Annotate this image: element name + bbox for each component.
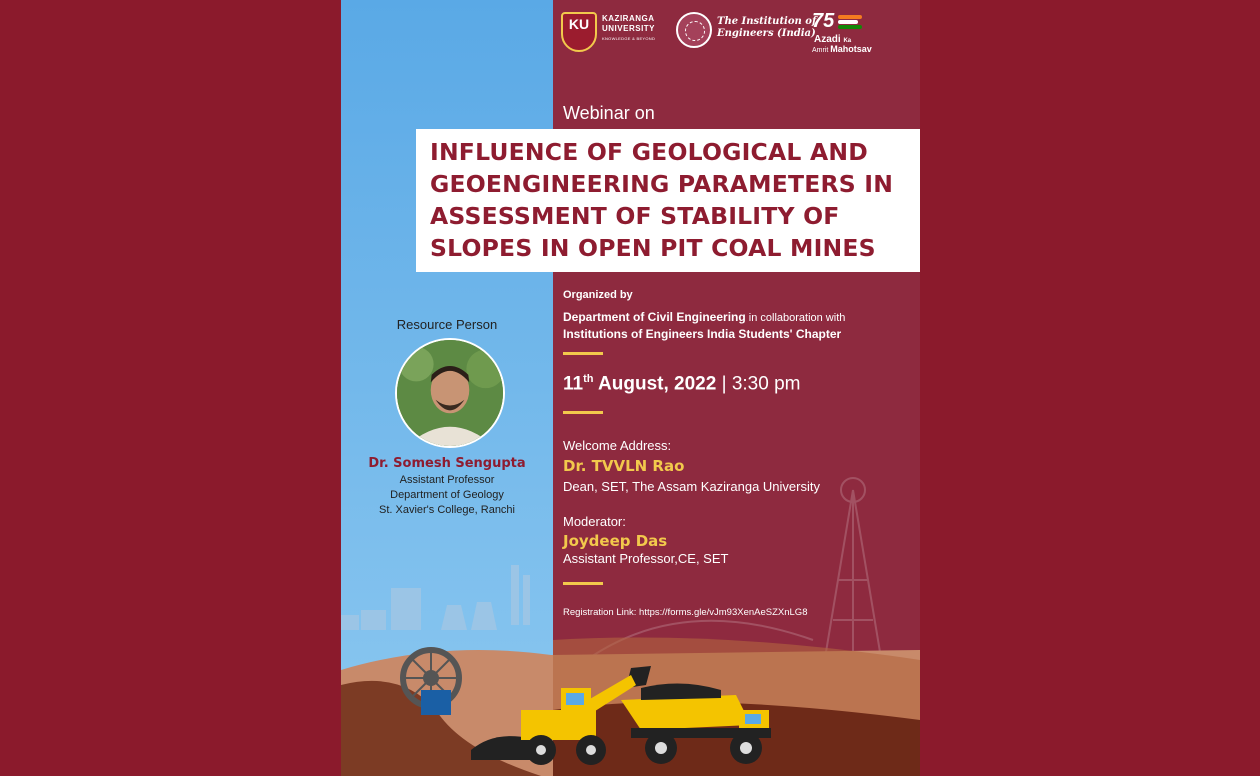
webinar-poster [341, 0, 920, 776]
ku-name: KAZIRANGA UNIVERSITY KNOWLEDGE & BEYOND [602, 14, 656, 41]
organized-by-label: Organized by [563, 289, 633, 301]
speaker-photo [395, 338, 505, 448]
registration-link[interactable]: Registration Link: https://forms.gle/vJm93XenAeSZXnLG8 [563, 607, 808, 618]
resource-person-label: Resource Person [396, 317, 498, 332]
webinar-label: Webinar on [563, 103, 655, 123]
ie-seal-logo [676, 12, 712, 48]
event-date: 11th August, 2022 | 3:30 pm [563, 373, 801, 395]
welcome-label: Welcome Address: [563, 438, 672, 453]
divider [563, 411, 603, 414]
flag-icon [838, 14, 864, 28]
welcome-speaker: Dr. TVVLN Rao [563, 457, 685, 475]
title-box [416, 129, 920, 272]
welcome-role: Dean, SET, The Assam Kaziranga University [563, 479, 820, 494]
webinar-title: INFLUENCE OF GEOLOGICAL AND GEOENGINEERING PARAMETERS IN ASSESSMENT OF STABILITY OF SLOPES IN OPEN PIT COAL MINES [430, 138, 894, 262]
azadi-ka-amrit-mahotsav-logo: 75 Azadi Ka Amrit Mahotsav [812, 10, 872, 54]
moderator-label: Moderator: [563, 514, 626, 529]
moderator-name: Joydeep Das [563, 532, 668, 550]
speaker-college: St. Xavier's College, Ranchi [379, 504, 515, 516]
moderator-role: Assistant Professor,CE, SET [563, 551, 729, 566]
ie-name: The Institution of Engineers (India) [717, 16, 817, 39]
speaker-dept: Department of Geology [390, 489, 504, 501]
logo-bar [561, 10, 911, 54]
speaker-role: Assistant Professor [399, 474, 495, 486]
ku-logo: KU [561, 12, 597, 52]
divider [563, 352, 603, 355]
speaker-name: Dr. Somesh Sengupta [368, 456, 526, 471]
mining-scene-illustration [341, 560, 920, 776]
organizer-text: Department of Civil Engineering in collaboration with Institutions of Engineers India Students' Chapter [563, 310, 846, 341]
